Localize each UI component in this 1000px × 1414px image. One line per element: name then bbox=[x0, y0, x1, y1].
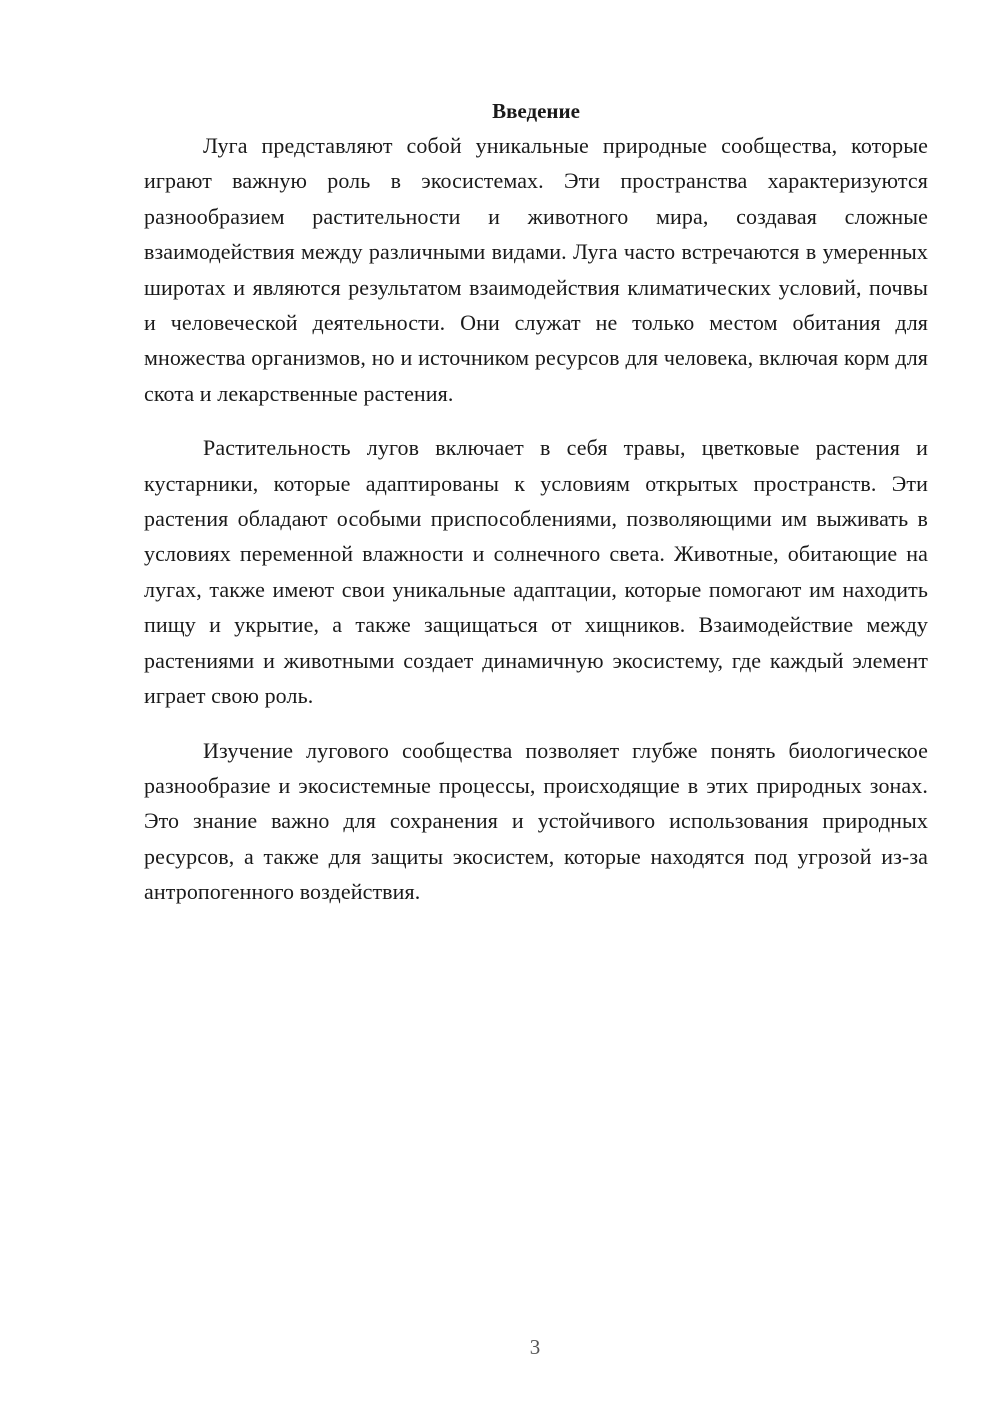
page-number: 3 bbox=[529, 1335, 541, 1359]
paragraph-2: Растительность лугов включает в себя травы, цветковые растения и кустарники, которые адаптированы к условиям открытых пространств. Эти растения обладают особыми приспособлениями, позволяющими им выживать в условиях переменной влажности и солнечного света. Животные, обитающие на лугах, также имеют свои уникальные адаптации, которые помогают им находить пищу и укрытие, а также защищаться от хищников. Взаимодействие между растениями и животными создает динамичную экосистему, где каждый элемент играет свою роль. bbox=[144, 435, 928, 709]
paragraph-3: Изучение лугового сообщества позволяет глубже понять биологическое разнообразие и экосистемные процессы, происходящие в этих природных зонах. Это знание важно для сохранения и устойчивого использования природных ресурсов, а также для защиты экосистем, которые находятся под угрозой из-за антропогенного воздействия. bbox=[144, 737, 928, 905]
section-title: Введение bbox=[492, 99, 580, 123]
document-page bbox=[144, 96, 928, 929]
paragraph-1: Луга представляют собой уникальные природные сообщества, которые играют важную роль в экосистемах. Эти пространства характеризуются разнообразием растительности и животного мира, создавая сложные взаимодействия между различными видами. Луга часто встречаются в умеренных широтах и являются результатом взаимодействия климатических условий, почвы и человеческой деятельности. Они служат не только местом обитания для множества организмов, но и источником ресурсов для человека, включая корм для скота и лекарственные растения. bbox=[144, 133, 928, 406]
